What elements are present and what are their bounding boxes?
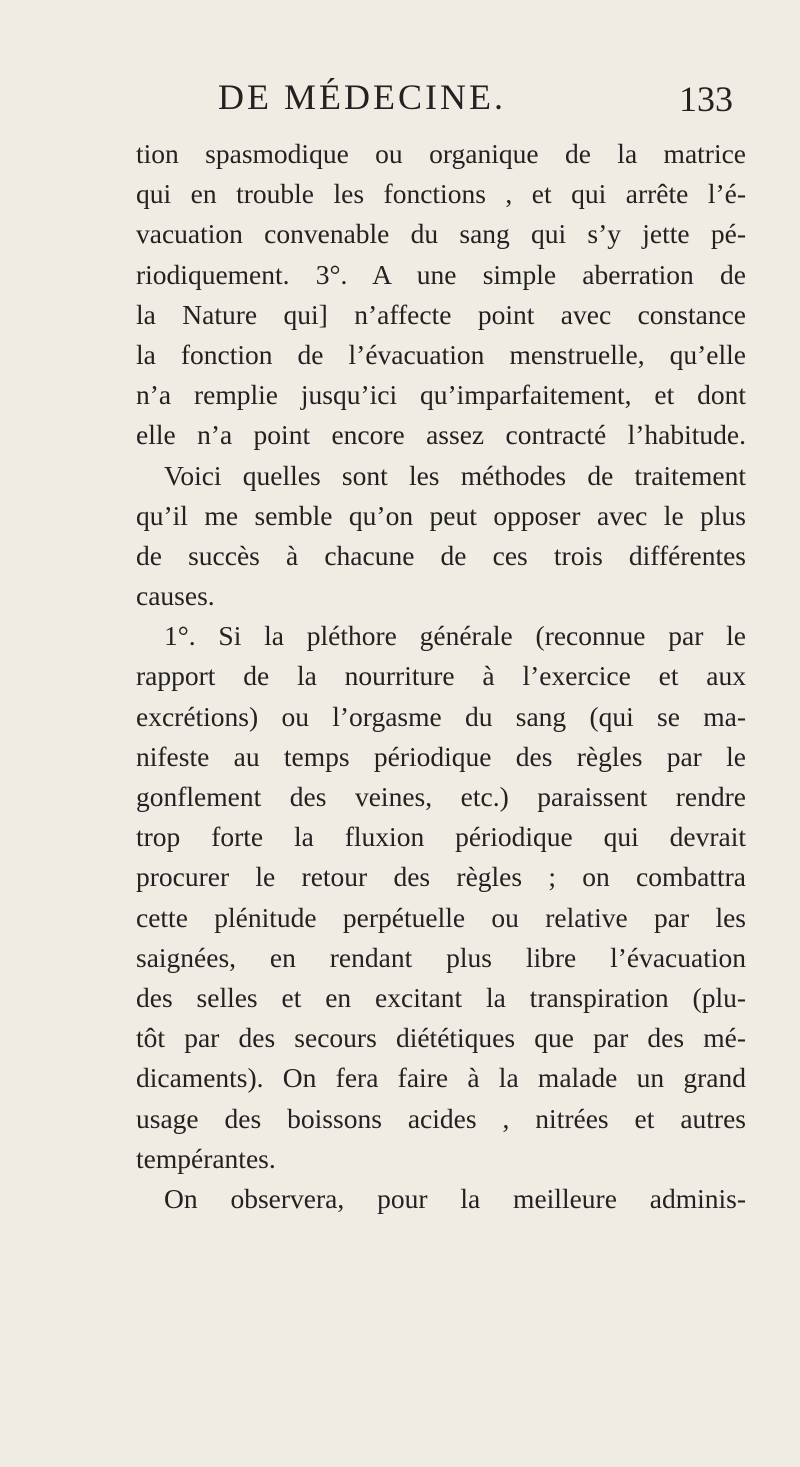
text-line: excrétions) ou l’orgasme du sang (qui se ma- [136, 700, 746, 732]
text-line: qui en trouble les fonctions , et qui arrête l’é- [136, 178, 746, 210]
text-line: Voici quelles sont les méthodes de traitement [164, 459, 746, 491]
text-line: dicaments). On fera faire à la malade un grand [136, 1062, 746, 1094]
running-title: DE MÉDECINE. [218, 77, 506, 117]
text-line: On observera, pour la meilleure adminis- [164, 1182, 746, 1214]
text-line: saignées, en rendant plus libre l’évacuation [136, 941, 746, 973]
text-line: n’a remplie jusqu’ici qu’imparfaitement, et dont [136, 379, 746, 411]
text-line: cette plénitude perpétuelle ou relative par les [136, 901, 746, 933]
text-line: usage des boissons acides , nitrées et autres [136, 1102, 746, 1134]
text-line: qu’il me semble qu’on peut opposer avec le plus [136, 499, 746, 531]
text-line: des selles et en excitant la transpiration (plu- [136, 981, 746, 1013]
page-number: 133 [679, 79, 733, 119]
text-line: tôt par des secours diététiques que par des mé- [136, 1022, 746, 1054]
body-text [136, 134, 746, 1219]
text-line: la Nature qui] n’affecte point avec constance [136, 298, 746, 330]
text-line: causes. [136, 580, 215, 612]
text-line: trop forte la fluxion périodique qui devrait [136, 821, 746, 853]
text-line: vacuation convenable du sang qui s’y jette pé- [136, 218, 746, 250]
text-line: tion spasmodique ou organique de la matrice [136, 138, 746, 169]
text-line: elle n’a point encore assez contracté l’habitude. [136, 419, 746, 451]
text-line: rapport de la nourriture à l’exercice et aux [136, 660, 746, 692]
text-line: 1°. Si la pléthore générale (reconnue par le [164, 620, 746, 652]
text-line: procurer le retour des règles ; on combattra [136, 861, 746, 893]
text-line: nifeste au temps périodique des règles par le [136, 740, 746, 772]
text-line: gonflement des veines, etc.) paraissent rendre [136, 781, 746, 812]
text-line: riodiquement. 3°. A une simple aberration de [136, 258, 746, 290]
text-line: de succès à chacune de ces trois différentes [136, 539, 746, 571]
running-head [0, 76, 800, 119]
text-line: la fonction de l’évacuation menstruelle, qu’elle [136, 338, 746, 370]
text-line: tempérantes. [136, 1142, 276, 1174]
